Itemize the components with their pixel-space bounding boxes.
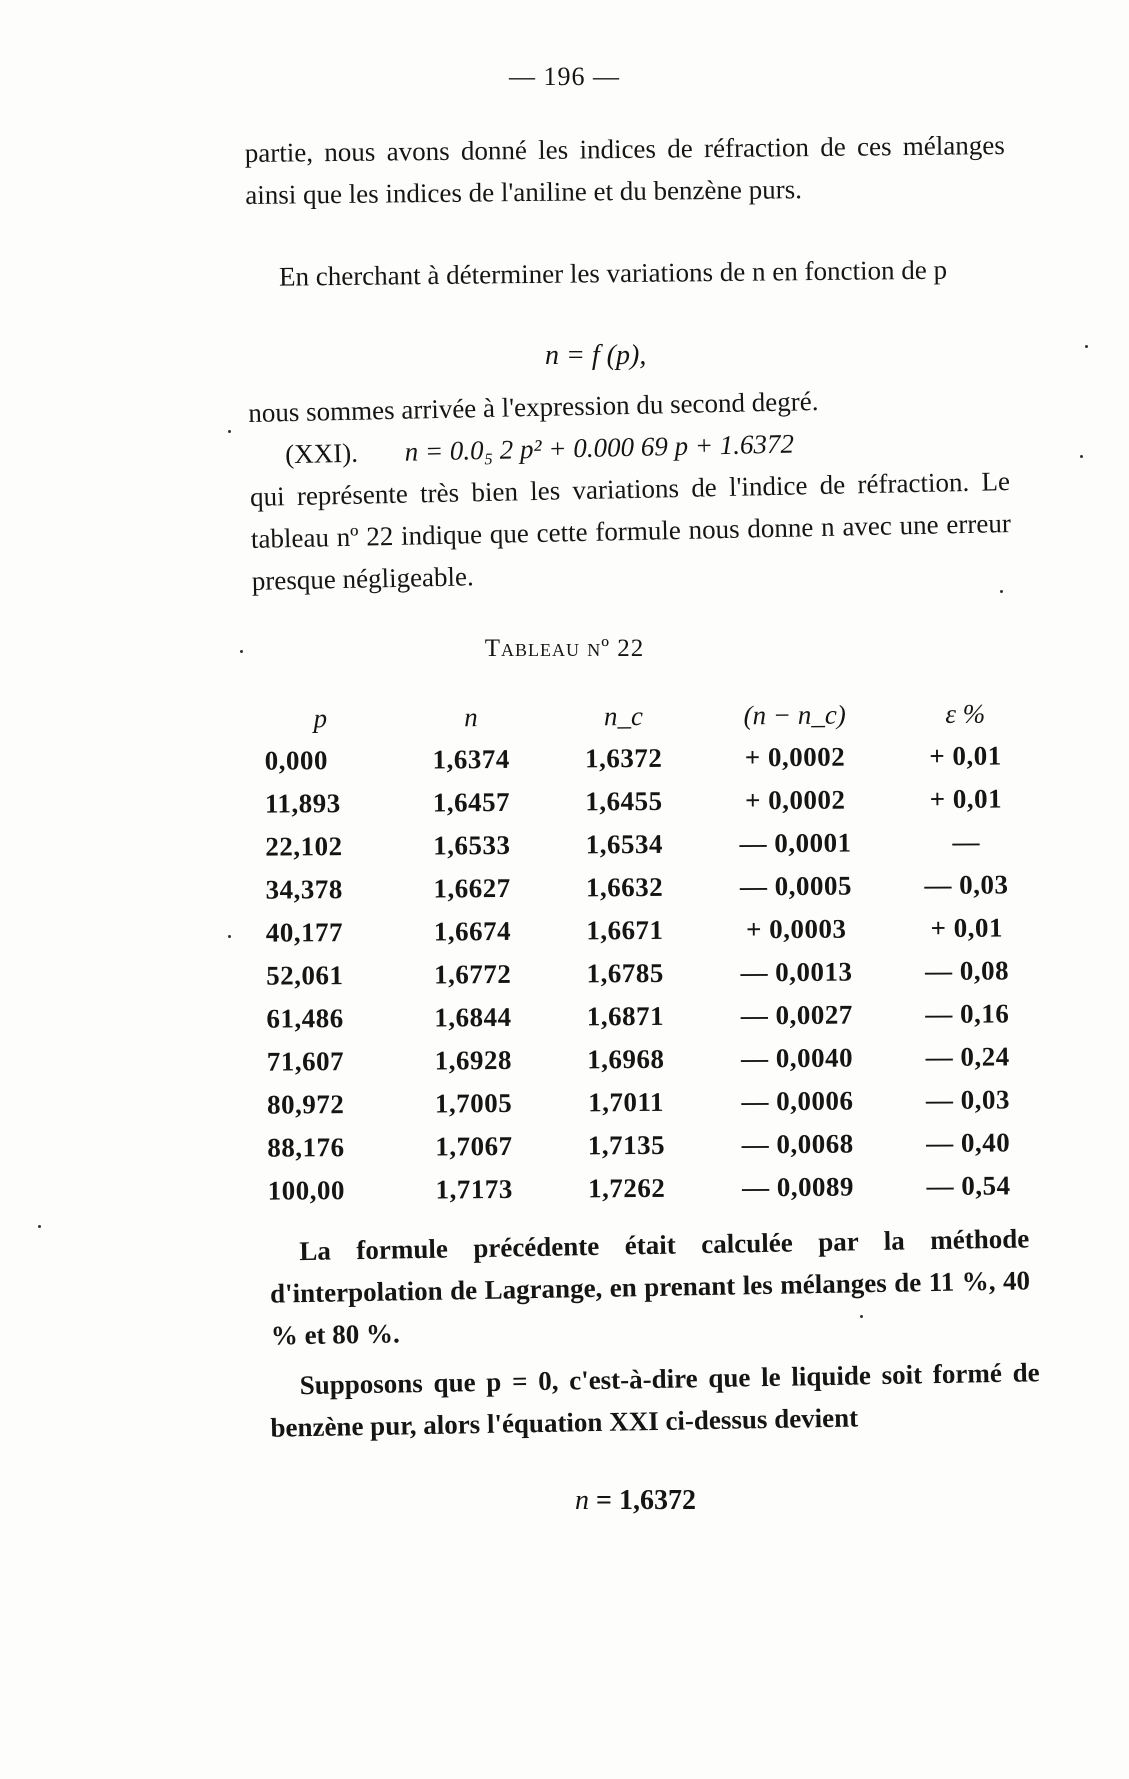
cell-difference: — 0,0089 bbox=[741, 1171, 855, 1203]
equation-1: n = f (p), bbox=[545, 340, 647, 371]
cell-n: 1,7173 bbox=[435, 1173, 513, 1205]
table-row bbox=[251, 1078, 1041, 1127]
cell-n: 1,6844 bbox=[434, 1001, 512, 1033]
table-row bbox=[250, 992, 1040, 1041]
cell-difference: + 0,0002 bbox=[744, 741, 846, 773]
cell-p: 0,000 bbox=[264, 745, 329, 776]
cell-n: 1,6627 bbox=[433, 872, 511, 904]
cell-nc: 1,6968 bbox=[587, 1043, 665, 1075]
cell-error: — 0,40 bbox=[926, 1127, 1011, 1159]
paragraph-3-line-1: nous sommes arrivée à l'expression du second degré. bbox=[248, 386, 819, 428]
column-header-difference: (n − n_c) bbox=[743, 699, 846, 730]
cell-n: 1,6374 bbox=[432, 743, 510, 775]
cell-difference: — 0,0027 bbox=[740, 999, 853, 1031]
scan-speck bbox=[228, 935, 231, 938]
cell-p: 88,176 bbox=[267, 1132, 345, 1163]
cell-p: 40,177 bbox=[265, 917, 344, 948]
cell-difference: + 0,0002 bbox=[745, 784, 846, 816]
cell-n: 1,7005 bbox=[434, 1087, 513, 1119]
paragraph-3-rest: qui représente très bien les variations de l'indice de réfraction. Le tableau nº 22 indique que cette formule nous donne n avec une erreur presque négligeable. bbox=[249, 466, 1012, 596]
cell-error: — 0,54 bbox=[926, 1170, 1011, 1202]
cell-n: 1,6772 bbox=[433, 958, 512, 990]
cell-n: 1,6533 bbox=[433, 829, 511, 861]
cell-error: — 0,08 bbox=[924, 955, 1010, 987]
cell-n: 1,6674 bbox=[433, 915, 512, 947]
equation-3-variable: n bbox=[575, 1485, 589, 1516]
cell-n: 1,7067 bbox=[435, 1130, 513, 1162]
cell-difference: — 0,0001 bbox=[739, 827, 852, 859]
cell-p: 80,972 bbox=[266, 1089, 345, 1120]
cell-nc: 1,7262 bbox=[587, 1172, 666, 1204]
cell-error: + 0,01 bbox=[929, 783, 1003, 815]
equation-3-value: = 1,6372 bbox=[596, 1485, 696, 1516]
data-table bbox=[248, 692, 1042, 1213]
cell-difference: — 0,0040 bbox=[740, 1042, 854, 1074]
cell-nc: 1,6455 bbox=[585, 785, 663, 817]
cell-nc: 1,6671 bbox=[586, 914, 664, 946]
cell-p: 52,061 bbox=[266, 960, 344, 991]
scan-speck bbox=[38, 1225, 41, 1228]
column-header-p: p bbox=[313, 702, 328, 733]
cell-error: — bbox=[952, 826, 980, 857]
cell-nc: 1,6785 bbox=[586, 957, 664, 989]
scan-speck bbox=[1080, 455, 1083, 458]
scan-speck bbox=[228, 430, 231, 433]
paragraph-1: partie, nous avons donné les indices de réfraction de ces mélanges ainsi que les indices de l'aniline et du benzène purs. bbox=[244, 130, 1005, 210]
equation-2 bbox=[249, 418, 1010, 476]
paragraph-4-text: La formule précédente était calculée par la méthode d'interpolation de Lagrange, en prenant les mélanges de 11 %, 40 % et 80 %. bbox=[269, 1223, 1031, 1351]
paragraph-2-text: En cherchant à déterminer les variations de n en fonction de p bbox=[278, 254, 948, 292]
cell-nc: 1,7135 bbox=[587, 1129, 666, 1161]
table-row bbox=[250, 949, 1040, 998]
column-header-nc: n_c bbox=[603, 700, 643, 731]
cell-p: 11,893 bbox=[264, 788, 341, 819]
cell-p: 61,486 bbox=[266, 1003, 344, 1034]
equation-3 bbox=[575, 1485, 696, 1517]
cell-nc: 1,7011 bbox=[588, 1086, 665, 1118]
cell-n: 1,6928 bbox=[434, 1044, 513, 1076]
scan-speck bbox=[240, 650, 243, 653]
cell-difference: — 0,0006 bbox=[741, 1085, 854, 1117]
table-row bbox=[251, 1121, 1041, 1170]
cell-error: + 0,01 bbox=[930, 912, 1004, 944]
cell-difference: — 0,0013 bbox=[740, 956, 853, 988]
cell-difference: — 0,0068 bbox=[741, 1128, 854, 1160]
paragraph-5 bbox=[269, 1351, 1040, 1448]
cell-n: 1,6457 bbox=[432, 786, 511, 818]
table-row bbox=[249, 777, 1039, 826]
cell-p: 100,00 bbox=[267, 1175, 346, 1206]
paragraph-2 bbox=[245, 248, 1005, 298]
table-header-row bbox=[248, 692, 1038, 740]
cell-error: — 0,16 bbox=[925, 998, 1010, 1030]
scan-speck bbox=[1085, 345, 1088, 348]
table-row bbox=[249, 863, 1039, 912]
cell-nc: 1,6871 bbox=[586, 1000, 665, 1032]
table-row bbox=[252, 1164, 1042, 1213]
cell-nc: 1,6632 bbox=[585, 871, 664, 903]
cell-error: — 0,03 bbox=[925, 1084, 1011, 1116]
paragraph-3 bbox=[248, 376, 1012, 602]
scan-speck bbox=[860, 1315, 863, 1318]
table-body bbox=[249, 734, 1042, 1213]
table-row bbox=[251, 1035, 1041, 1084]
paragraph-5-text: Supposons que p = 0, c'est-à-dire que le liquide soit formé de benzène pur, alors l'équation XXI ci-dessus devient bbox=[270, 1357, 1040, 1443]
cell-difference: — 0,0005 bbox=[739, 870, 853, 902]
equation-2-formula: n = 0.0₅ 2 p² + 0.000 69 p + 1.6372 bbox=[404, 428, 795, 467]
table-row bbox=[249, 734, 1039, 783]
cell-nc: 1,6534 bbox=[585, 828, 664, 860]
table-title: Tableau nº 22 bbox=[484, 635, 645, 662]
table-row bbox=[249, 820, 1039, 869]
cell-p: 22,102 bbox=[265, 831, 343, 862]
table-row bbox=[250, 906, 1040, 955]
cell-difference: + 0,0003 bbox=[745, 913, 847, 945]
equation-2-label: (XXI). bbox=[284, 437, 359, 470]
cell-error: + 0,01 bbox=[929, 740, 1002, 772]
cell-p: 71,607 bbox=[266, 1046, 345, 1077]
column-header-n: n bbox=[464, 701, 478, 732]
cell-error: — 0,03 bbox=[924, 869, 1009, 901]
scan-speck bbox=[1000, 590, 1003, 593]
cell-p: 34,378 bbox=[265, 874, 343, 905]
cell-nc: 1,6372 bbox=[584, 742, 663, 774]
page-number: — 196 — bbox=[509, 62, 620, 91]
cell-error: — 0,24 bbox=[925, 1041, 1010, 1073]
column-header-error-percent: ε % bbox=[945, 698, 986, 729]
paragraph-4 bbox=[269, 1217, 1031, 1356]
